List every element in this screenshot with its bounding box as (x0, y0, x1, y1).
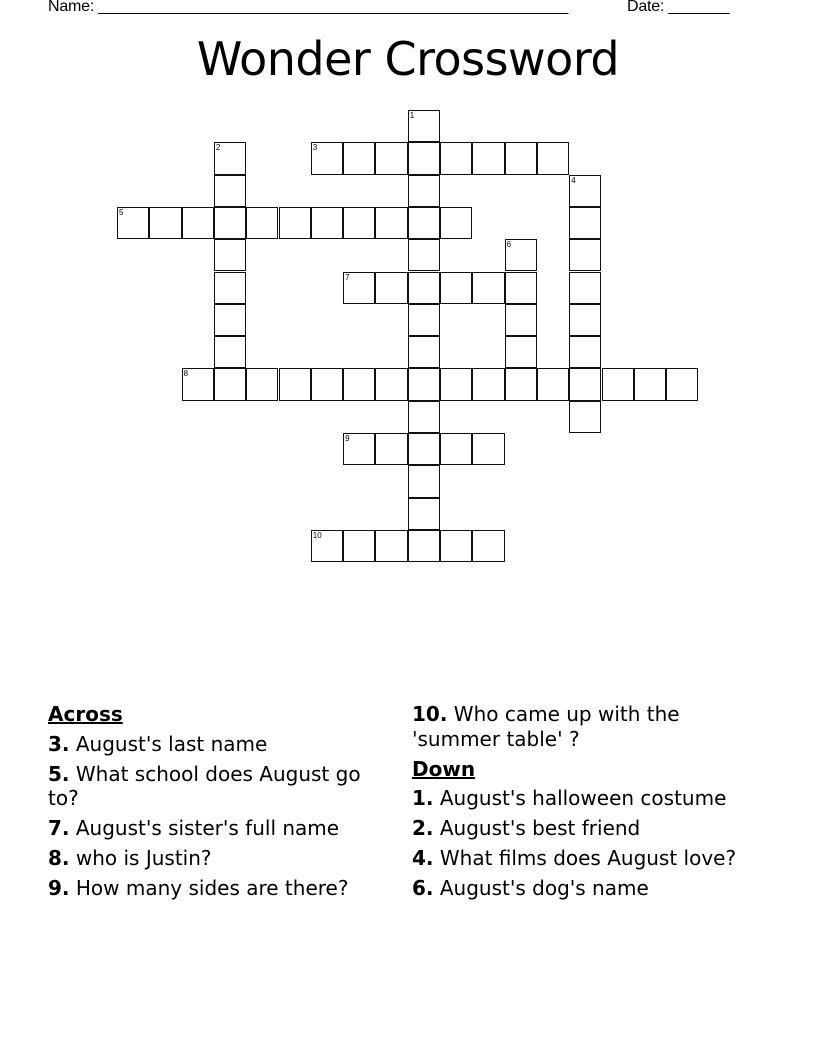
clue-text: August's dog's name (433, 876, 649, 900)
grid-cell[interactable] (408, 498, 440, 530)
grid-cell[interactable] (311, 142, 343, 174)
grid-cell[interactable] (408, 239, 440, 271)
grid-cell[interactable] (569, 336, 601, 368)
clue-across-9 (48, 876, 388, 901)
grid-cell[interactable] (214, 368, 246, 400)
grid-cell[interactable] (375, 272, 407, 304)
grid-cell[interactable] (408, 433, 440, 465)
grid-cell[interactable] (569, 175, 601, 207)
grid-cell[interactable] (569, 272, 601, 304)
cell-number: 3 (312, 143, 318, 153)
grid-cell[interactable] (408, 207, 440, 239)
grid-cell[interactable] (537, 142, 569, 174)
clue-down-2 (412, 816, 752, 841)
grid-cell[interactable] (505, 142, 537, 174)
grid-cell[interactable] (408, 368, 440, 400)
clue-text: August's halloween costume (433, 786, 727, 810)
grid-cell[interactable] (375, 207, 407, 239)
grid-cell[interactable] (214, 272, 246, 304)
grid-cell[interactable] (472, 530, 504, 562)
clue-down-1 (412, 786, 752, 811)
grid-cell[interactable] (375, 530, 407, 562)
clue-text: What school does August go to? (48, 761, 361, 810)
grid-cell[interactable] (279, 368, 311, 400)
grid-cell[interactable] (214, 239, 246, 271)
clue-number: 10. (412, 702, 448, 726)
clue-across-5 (48, 762, 388, 811)
grid-cell[interactable] (408, 175, 440, 207)
date-field-label[interactable]: Date: _______ (627, 0, 730, 15)
grid-cell[interactable] (182, 368, 214, 400)
grid-cell[interactable] (602, 368, 634, 400)
grid-cell[interactable] (214, 304, 246, 336)
grid-cell[interactable] (472, 272, 504, 304)
clues-column-left (48, 702, 388, 906)
cell-number: 4 (571, 175, 576, 185)
cell-number: 9 (345, 434, 350, 443)
grid-cell[interactable] (440, 368, 472, 400)
clue-number: 1. (412, 786, 434, 810)
grid-cell[interactable] (505, 304, 537, 336)
grid-cell[interactable] (408, 142, 440, 174)
clue-text: who is Justin? (69, 846, 212, 870)
page-title: Wonder Crossword (196, 32, 620, 86)
grid-cell[interactable] (472, 433, 504, 465)
grid-cell[interactable] (505, 336, 537, 368)
grid-cell[interactable] (149, 207, 181, 239)
grid-cell[interactable] (408, 272, 440, 304)
grid-cell[interactable] (440, 272, 472, 304)
cell-number: 1 (409, 111, 415, 120)
grid-cell[interactable] (569, 368, 601, 400)
grid-cell[interactable] (472, 142, 504, 174)
grid-cell[interactable] (279, 207, 311, 239)
grid-cell[interactable] (569, 239, 601, 271)
grid-cell[interactable] (375, 433, 407, 465)
grid-cell[interactable] (214, 336, 246, 368)
clue-text: August's last name (69, 731, 268, 756)
grid-cell[interactable] (311, 368, 343, 400)
clue-text: August's best friend (433, 816, 641, 840)
clue-across-10 (412, 702, 752, 751)
grid-cell[interactable] (343, 142, 375, 174)
grid-cell[interactable] (569, 401, 601, 433)
grid-cell[interactable] (408, 336, 440, 368)
grid-cell[interactable] (569, 304, 601, 336)
grid-cell[interactable] (117, 207, 149, 239)
grid-cell[interactable] (343, 272, 375, 304)
grid-cell[interactable] (408, 304, 440, 336)
grid-cell[interactable] (408, 530, 440, 562)
grid-cell[interactable] (408, 110, 440, 142)
clue-text: Who came up with the 'summer table' ? (412, 702, 680, 751)
grid-cell[interactable] (505, 368, 537, 400)
grid-cell[interactable] (408, 401, 440, 433)
clue-down-6 (412, 876, 752, 901)
grid-cell[interactable] (182, 207, 214, 239)
grid-cell[interactable] (505, 239, 537, 271)
grid-cell[interactable] (472, 368, 504, 400)
cell-number: 8 (183, 369, 189, 379)
grid-cell[interactable] (666, 368, 698, 400)
grid-cell[interactable] (311, 530, 343, 562)
clue-down-4 (412, 846, 752, 871)
cell-number: 5 (119, 207, 124, 217)
clue-number: 8. (48, 846, 70, 870)
clue-number: 3. (48, 731, 70, 756)
grid-cell[interactable] (246, 207, 278, 239)
clue-across-7 (48, 816, 388, 841)
grid-cell[interactable] (440, 530, 472, 562)
clue-across-3 (48, 732, 388, 757)
clue-number: 7. (48, 816, 70, 840)
cell-number: 7 (345, 272, 350, 282)
clue-number: 2. (412, 816, 434, 840)
clue-text: What films does August love? (433, 846, 737, 870)
clue-text: How many sides are there? (69, 876, 349, 900)
grid-cell[interactable] (440, 433, 472, 465)
name-field-label[interactable]: Name: ______________________________________________________ (48, 0, 569, 15)
cell-number: 2 (215, 143, 221, 153)
across-heading: Across (48, 702, 123, 726)
cell-number: 10 (312, 530, 322, 540)
grid-cell[interactable] (408, 465, 440, 497)
clue-number: 6. (412, 876, 434, 900)
grid-cell[interactable] (505, 272, 537, 304)
clue-text: August's sister's full name (69, 816, 340, 840)
grid-cell[interactable] (569, 207, 601, 239)
grid-cell[interactable] (440, 142, 472, 174)
clues-column-right (412, 702, 752, 906)
grid-cell[interactable] (343, 368, 375, 400)
grid-cell[interactable] (537, 368, 569, 400)
grid-cell[interactable] (343, 433, 375, 465)
clue-across-8 (48, 846, 388, 871)
clue-number: 5. (48, 761, 70, 786)
grid-cell[interactable] (311, 207, 343, 239)
grid-cell[interactable] (246, 368, 278, 400)
down-heading: Down (412, 756, 476, 781)
grid-cell[interactable] (440, 207, 472, 239)
cell-number: 6 (506, 240, 512, 250)
crossword-grid (117, 110, 707, 570)
grid-cell[interactable] (214, 207, 246, 239)
grid-cell[interactable] (343, 530, 375, 562)
grid-cell[interactable] (343, 207, 375, 239)
grid-cell[interactable] (375, 368, 407, 400)
grid-cell[interactable] (214, 175, 246, 207)
clue-number: 9. (48, 876, 70, 900)
grid-cell[interactable] (634, 368, 666, 400)
grid-cell[interactable] (375, 142, 407, 174)
grid-cell[interactable] (214, 142, 246, 174)
clue-number: 4. (412, 846, 434, 870)
